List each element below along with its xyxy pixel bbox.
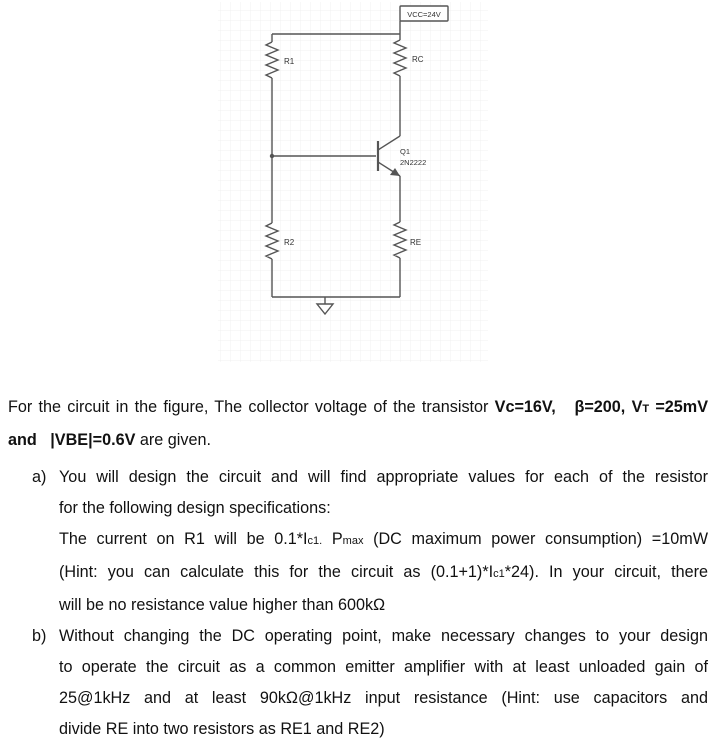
part-b-label: b) — [32, 627, 47, 645]
vt-value: VT =25mV and — [8, 398, 708, 449]
part-a-line-5: will be no resistance value higher than 600kΩ — [59, 596, 386, 614]
part-b-line-3: 25@1kHz and at least 90kΩ@1kHz input resistance (Hint: use capacitors and — [59, 689, 708, 707]
part-a-line-1: You will design the circuit and will find appropriate values for each of the resistor — [59, 468, 708, 486]
part-b-line-1: Without changing the DC operating point, make necessary changes to your design — [59, 627, 708, 645]
re-label: RE — [410, 238, 422, 247]
part-a — [8, 462, 708, 621]
beta-value: β=200, — [574, 398, 626, 416]
r2-label: R2 — [284, 238, 295, 247]
vcc-label: VCC=24V — [407, 10, 441, 19]
vbe-value: |VBE|=0.6V — [50, 431, 136, 449]
part-a-line-2: for the following design specifications: — [59, 499, 331, 517]
problem-statement — [8, 392, 708, 745]
part-b — [8, 621, 708, 745]
part-a-line-3: The current on R1 will be 0.1*Ic1. Pmax (DC maximum power consumption) =10mW — [59, 530, 709, 548]
problem-intro — [8, 392, 708, 456]
part-a-line-4: (Hint: you can calculate this for the circuit as (0.1+1)*Ic1*24). In your circuit, there — [59, 563, 708, 581]
part-b-line-2: to operate the circuit as a common emitter amplifier with at least unloaded gain of — [59, 658, 708, 676]
grid-background — [218, 2, 488, 362]
r1-label: R1 — [284, 57, 295, 66]
rc-label: RC — [412, 55, 424, 64]
part-b-line-4: divide RE into two resistors as RE1 and RE2) — [59, 720, 385, 738]
part-a-label: a) — [32, 468, 47, 486]
q1-label: Q1 — [400, 147, 411, 156]
junction-dot — [270, 154, 274, 158]
intro-text: For the circuit in the figure, The collector voltage of the transistor — [8, 398, 495, 416]
q1-part-label: 2N2222 — [400, 158, 427, 167]
vc-value: Vc=16V, — [494, 398, 556, 416]
parts-list — [8, 462, 708, 745]
intro-end: are given. — [135, 431, 211, 449]
